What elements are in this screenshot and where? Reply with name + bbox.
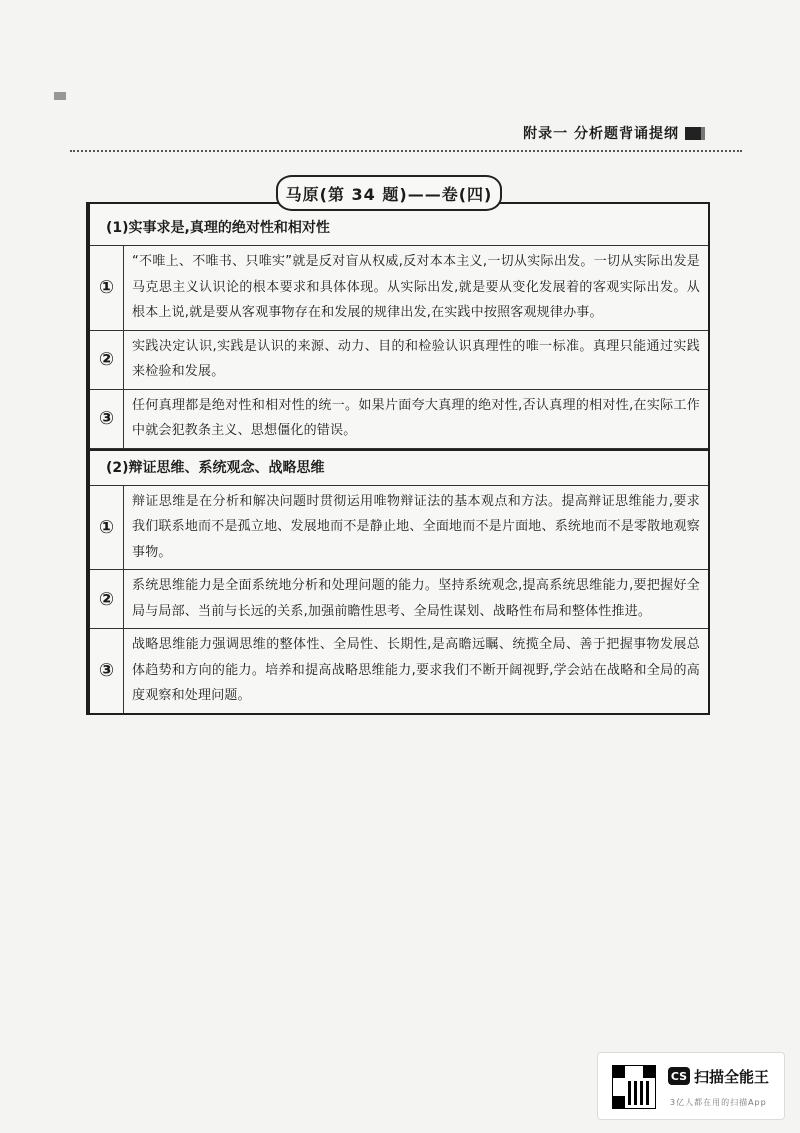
table-row — [90, 390, 708, 449]
running-header — [70, 121, 705, 145]
item-text: “不唯上、不唯书、只唯实”就是反对盲从权威,反对本本主义,一切从实际出发。一切从实际出发是马克思主义认识论的根本要求和具体体现。从实际出发,就是要从变化发展着的客观实际出发。从根本上说,就是要从客观事物存在和发展的规律出发,在实践中按照客观规律办事。 — [132, 254, 700, 320]
table-row — [90, 629, 708, 713]
item-number: ② — [90, 570, 124, 628]
section-heading: (1)实事求是,真理的绝对性和相对性 — [90, 204, 708, 246]
item-text: 战略思维能力强调思维的整体性、全局性、长期性,是高瞻远瞩、统揽全局、善于把握事物发展总体趋势和方向的能力。培养和提高战略思维能力,要求我们不断开阔视野,学会站在战略和全局的高度观察和处理问题。 — [132, 637, 700, 703]
outline-table — [86, 202, 710, 715]
corner-mark — [54, 92, 66, 100]
section-heading: (2)辩证思维、系统观念、战略思维 — [90, 449, 708, 486]
item-text: 辩证思维是在分析和解决问题时贯彻运用唯物辩证法的基本观点和方法。提高辩证思维能力,要求我们联系地而不是孤立地、发展地而不是静止地、全面地而不是片面地、系统地而不是零散地观察事物。 — [132, 493, 700, 560]
item-text: 任何真理都是绝对性和相对性的统一。如果片面夸大真理的绝对性,否认真理的相对性,在实际工作中就会犯教条主义、思想僵化的错误。 — [132, 397, 700, 438]
table-row — [90, 570, 708, 629]
watermark-subtitle: 3亿人都在用的扫描App — [670, 1098, 767, 1107]
item-number: ① — [90, 246, 124, 330]
item-number: ① — [90, 486, 124, 570]
item-text: 系统思维能力是全面系统地分析和处理问题的能力。坚持系统观念,提高系统思维能力,要把握好全局与局部、当前与长远的关系,加强前瞻性思考、全局性谋划、战略性布局和整体性推进。 — [132, 578, 700, 619]
header-block-icon — [685, 127, 705, 140]
camscanner-logo-icon: CS — [668, 1067, 690, 1085]
item-text: 实践决定认识,实践是认识的来源、动力、目的和检验认识真理性的唯一标准。真理只能通过实践来检验和发展。 — [132, 338, 700, 379]
scanner-watermark — [597, 1052, 785, 1120]
item-number: ② — [90, 331, 124, 389]
header-divider — [70, 150, 742, 152]
item-number: ③ — [90, 629, 124, 713]
box-title: 马原(第 34 题)——卷(四) — [276, 175, 502, 211]
watermark-brand: 扫描全能王 — [694, 1068, 770, 1086]
qr-code-icon — [612, 1065, 656, 1109]
table-row — [90, 246, 708, 331]
table-row — [90, 486, 708, 571]
item-number: ③ — [90, 390, 124, 448]
table-row — [90, 331, 708, 390]
header-title: 附录一 分析题背诵提纲 — [523, 126, 679, 142]
